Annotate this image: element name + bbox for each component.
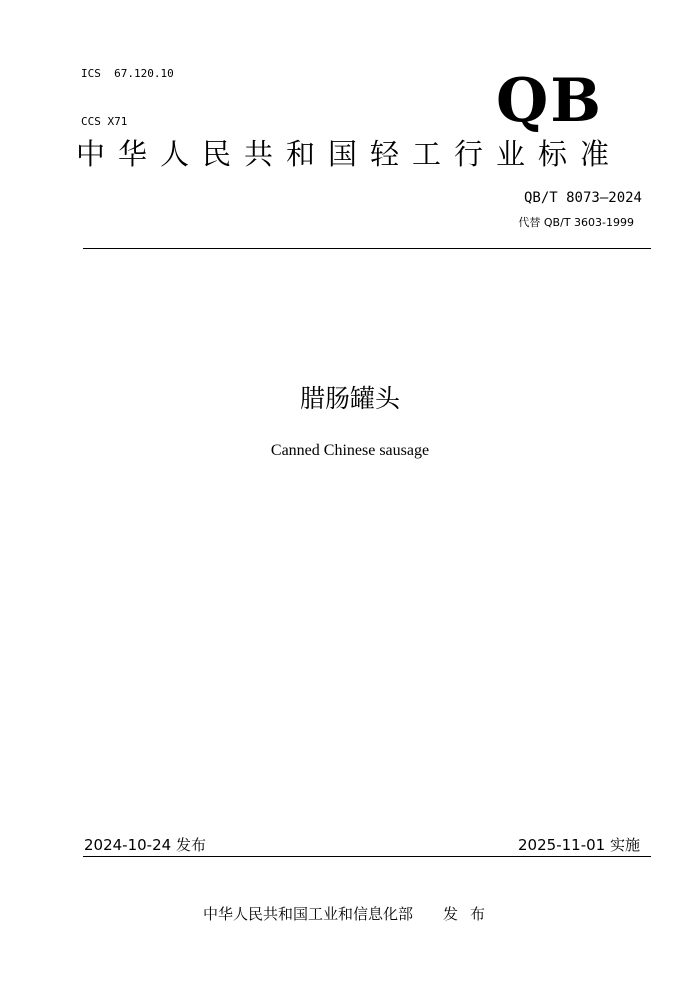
document-title-english: Canned Chinese sausage	[270, 442, 430, 459]
standard-number: QB/T 8073—2024	[523, 190, 642, 206]
issuer-action: 发布	[443, 905, 498, 923]
replaces-standard: 代替 QB/T 3603-1999	[518, 216, 634, 229]
issuing-authority	[0, 903, 700, 925]
ics-row	[81, 66, 174, 82]
issue-date	[84, 835, 206, 855]
issuer-name: 中华人民共和国工业和信息化部	[202, 905, 413, 923]
issue-label: 发布	[175, 836, 206, 854]
ccs-row	[81, 114, 174, 130]
qb-logo: QB	[496, 66, 603, 136]
bottom-divider	[83, 856, 651, 857]
issue-date-value: 2024-10-24	[84, 836, 172, 854]
implementation-label: 实施	[609, 836, 640, 854]
implementation-date-value: 2025-11-01	[518, 836, 606, 854]
implementation-date	[518, 835, 640, 855]
ics-label: ICS	[81, 67, 101, 80]
ccs-value: X71	[107, 115, 128, 128]
standard-type-heading: 中华人民共和国轻工行业标准	[76, 137, 623, 171]
classification-codes	[81, 34, 174, 146]
ics-value: 67.120.10	[114, 67, 174, 80]
document-title-chinese: 腊肠罐头	[299, 384, 400, 413]
top-divider	[83, 248, 651, 249]
ccs-label: CCS	[81, 115, 101, 128]
